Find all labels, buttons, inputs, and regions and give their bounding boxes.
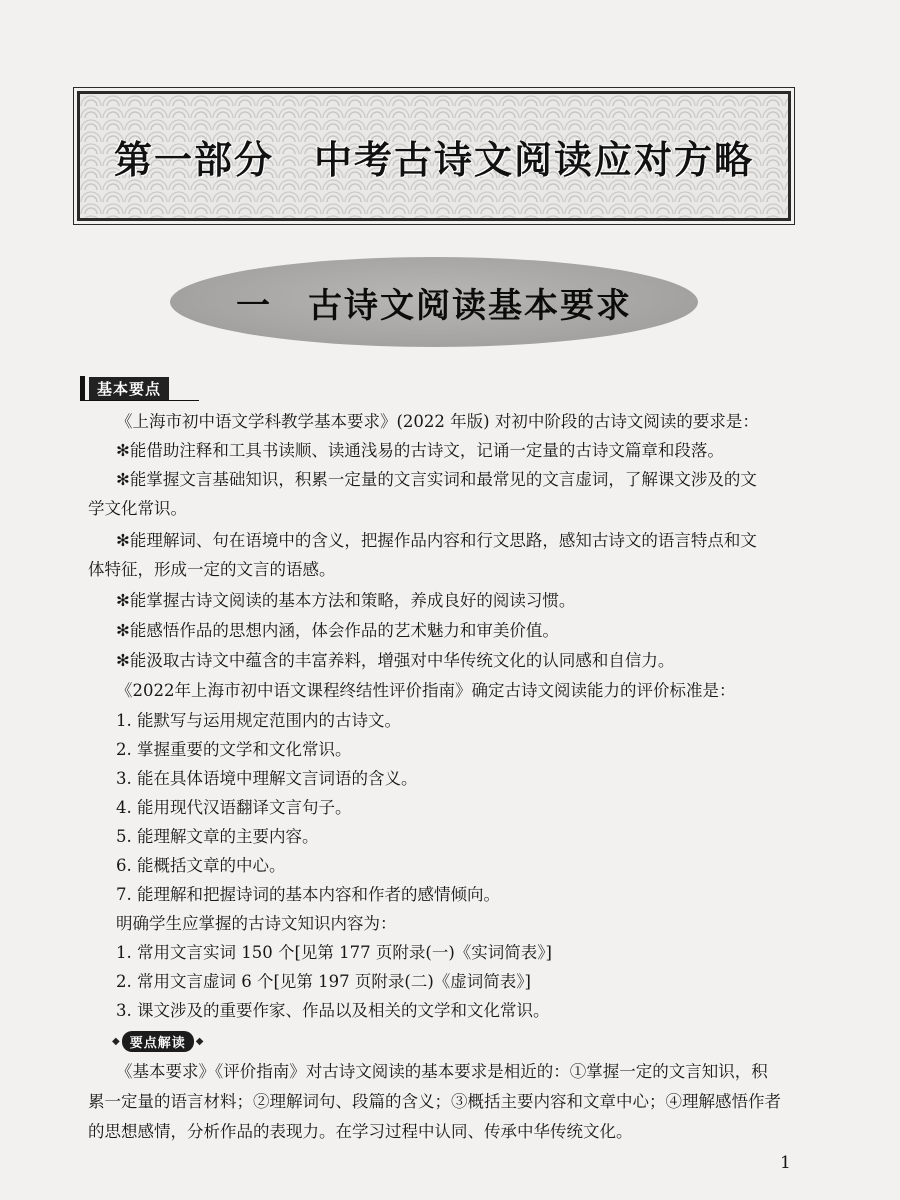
paragraph-line: 体特征，形成一定的文言的语感。 xyxy=(88,560,336,579)
paragraph-line: ✻能掌握古诗文阅读的基本方法和策略，养成良好的阅读习惯。 xyxy=(116,591,576,610)
section-title-text: 古诗文阅读基本要求 xyxy=(308,285,632,326)
list-item: 2. 常用文言虚词 6 个[见第 197 页附录(二)《虚词简表》] xyxy=(116,972,531,991)
part-label: 第一部分 xyxy=(113,137,274,182)
paragraph-line: 学文化常识。 xyxy=(88,499,187,518)
section-title xyxy=(236,278,632,327)
diamond-icon: ◆ xyxy=(112,1035,120,1047)
explanation-line: 《基本要求》《评价指南》对古诗文阅读的基本要求是相近的：①掌握一定的文言知识，积 xyxy=(116,1062,768,1081)
list-item: 2. 掌握重要的文学和文化常识。 xyxy=(116,740,352,759)
paragraph-line: ✻能感悟作品的思想内涵，体会作品的艺术魅力和审美价值。 xyxy=(116,621,559,640)
paragraph-line: ✻能掌握文言基础知识，积累一定量的文言实词和最常见的文言虚词，了解课文涉及的文 xyxy=(116,470,757,489)
part-title xyxy=(114,129,754,184)
paragraph-line: ✻能借助注释和工具书读顺、读通浅易的古诗文，记诵一定量的古诗文篇章和段落。 xyxy=(116,441,724,460)
list-item: 1. 能默写与运用规定范围内的古诗文。 xyxy=(116,711,401,730)
paragraph-line: 明确学生应掌握的古诗文知识内容为： xyxy=(116,914,397,933)
paragraph-line: 《2022年上海市初中语文课程终结性评价指南》确定古诗文阅读能力的评价标准是： xyxy=(116,681,736,700)
explanation-line: 累一定量的语言材料；②理解词句、段篇的含义；③概括主要内容和文章中心；④理解感悟作者 xyxy=(88,1092,781,1111)
list-item: 5. 能理解文章的主要内容。 xyxy=(116,827,319,846)
part-title-banner xyxy=(77,91,791,221)
diamond-icon: ◆ xyxy=(195,1035,204,1047)
list-item: 6. 能概括文章的中心。 xyxy=(116,856,286,875)
explanation-tag xyxy=(110,1031,210,1051)
section-number: 一 xyxy=(236,285,272,326)
explanation-line: 的思想感情，分析作品的表现力。在学习过程中认同、传承中华传统文化。 xyxy=(88,1122,633,1141)
section-title-ellipse xyxy=(170,257,698,347)
list-item: 3. 能在具体语境中理解文言词语的含义。 xyxy=(116,769,418,788)
key-points-tag xyxy=(80,376,199,401)
paragraph-line: ✻能理解词、句在语境中的含义，把握作品内容和行文思路，感知古诗文的语言特点和文 xyxy=(116,531,757,550)
list-item: 7. 能理解和把握诗词的基本内容和作者的感情倾向。 xyxy=(116,885,500,904)
key-points-tag-label: 基本要点 xyxy=(89,377,169,400)
paragraph-line: 《上海市初中语文学科教学基本要求》(2022 年版) 对初中阶段的古诗文阅读的要求是： xyxy=(116,412,759,431)
paragraph-line: ✻能汲取古诗文中蕴含的丰富养料，增强对中华传统文化的认同感和自信力。 xyxy=(116,651,675,670)
page-number: 1 xyxy=(780,1153,791,1173)
part-title-text: 中考古诗文阅读应对方略 xyxy=(314,137,755,182)
list-item: 4. 能用现代汉语翻译文言句子。 xyxy=(116,798,352,817)
list-item: 1. 常用文言实词 150 个[见第 177 页附录(一)《实词简表》] xyxy=(116,943,552,962)
list-item: 3. 课文涉及的重要作家、作品以及相关的文学和文化常识。 xyxy=(116,1001,550,1020)
explanation-tag-label: 要点解读 xyxy=(122,1031,194,1052)
